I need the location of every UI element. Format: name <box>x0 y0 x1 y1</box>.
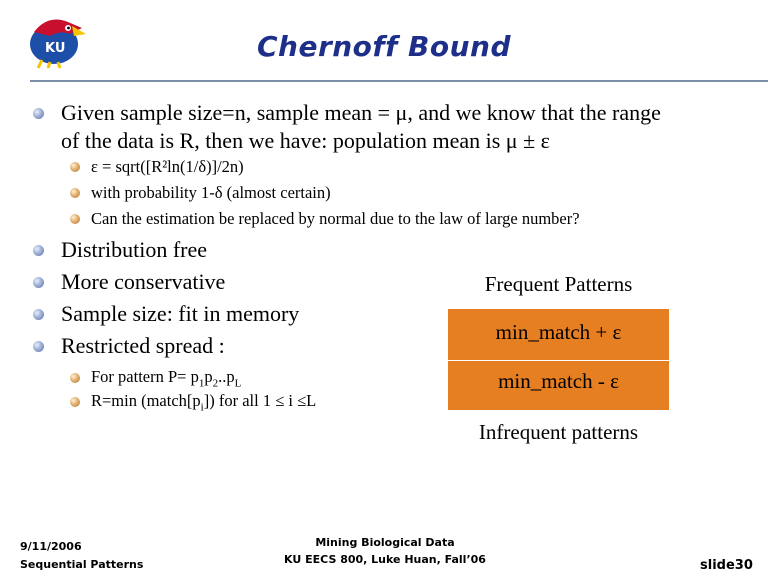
bullet-icon <box>33 309 44 320</box>
footer-date: 9/11/2006 <box>20 540 82 553</box>
infrequent-patterns-label: Infrequent patterns <box>478 420 639 444</box>
sub-bullet-text: Can the estimation be replaced by normal due to the law of large number? <box>91 209 580 228</box>
footer-section: Sequential Patterns <box>20 558 144 571</box>
slide-number: slide30 <box>700 558 753 573</box>
footer-course-info: KU EECS 800, Luke Huan, Fall’06 <box>284 553 486 566</box>
footer-course-title: Mining Biological Data <box>315 536 455 549</box>
logo-text: KU <box>45 41 66 56</box>
upper-threshold-label: min_match + ε <box>495 320 622 344</box>
bullet-icon <box>33 108 44 119</box>
lower-threshold-label: min_match - ε <box>498 369 619 393</box>
sub-bullet-icon <box>70 397 80 407</box>
bullet-icon <box>33 245 44 256</box>
bullet-line: of the data is R, then we have: population mean is μ ± ε <box>61 128 550 153</box>
sub-bullet-icon <box>70 373 80 383</box>
bullet-text: Distribution free <box>61 237 208 262</box>
sub-bullet-icon <box>70 188 80 198</box>
sub-bullet-text: ε = sqrt([R²ln(1/δ)]/2n) <box>91 157 244 176</box>
slide-title: Chernoff Bound <box>256 30 512 63</box>
bullet-text: Restricted spread : <box>61 333 225 358</box>
bullet-text: Sample size: fit in memory <box>61 301 300 326</box>
title-divider <box>30 80 768 82</box>
bullet-line: Given sample size=n, sample mean = μ, and we know that the range <box>61 100 661 125</box>
sub-bullet-icon <box>70 214 80 224</box>
sub-bullet-text: For pattern $P= p_1p_2..p_L$ <box>91 367 242 390</box>
sub-bullet-text: with probability 1-δ (almost certain) <box>91 183 331 202</box>
bullet-icon <box>33 341 44 352</box>
sub-bullet-text: R=min $(match[p_i])$ for all 1 ≤ i ≤L <box>91 391 317 414</box>
threshold-divider <box>448 360 669 361</box>
frequent-patterns-label: Frequent Patterns <box>484 272 633 296</box>
bullet-icon <box>33 277 44 288</box>
bullet-text: More conservative <box>61 269 226 294</box>
sub-bullet-icon <box>70 162 80 172</box>
